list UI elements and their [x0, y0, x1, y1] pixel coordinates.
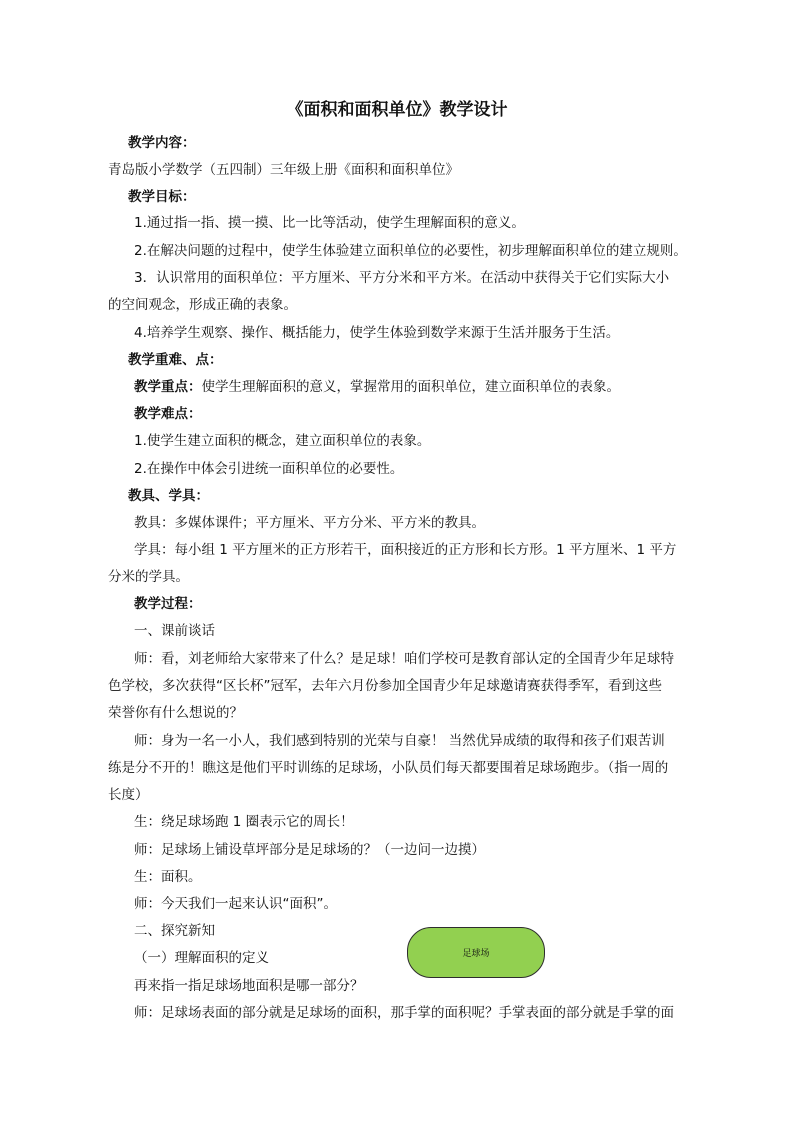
process-line: 荣誉你有什么想说的？	[108, 705, 243, 721]
process-line: 生：绕足球场跑 1 圈表示它的周长！	[134, 814, 354, 830]
process-line: 师：今天我们一起来认识“面积”。	[134, 896, 337, 912]
goal-item-continued: 的空间观念，形成正确的表象。	[108, 297, 297, 313]
goal-item: 2.在解决问题的过程中，使学生体验建立面积单位的必要性，初步理解面积单位的建立规则。	[134, 243, 687, 259]
goals-heading: 教学目标：	[128, 189, 196, 205]
process-line: 师：看，刘老师给大家带来了什么？是足球！咱们学校可是教育部认定的全国青少年足球特	[134, 651, 674, 667]
key-heading: 教学重难、点：	[128, 352, 223, 368]
process-line: 二、探究新知	[134, 923, 215, 939]
tools-item-continued: 分米的学具。	[108, 569, 189, 585]
content-text: 青岛版小学数学（五四制）三年级上册《面积和面积单位》	[108, 162, 459, 178]
tools-heading: 教具、学具：	[128, 488, 209, 504]
key-point-label: 教学重点：	[134, 379, 202, 395]
key-point-text: 使学生理解面积的意义，掌握常用的面积单位，建立面积单位的表象。	[201, 379, 620, 395]
football-field-label: 足球场	[462, 949, 490, 959]
process-heading: 教学过程：	[134, 596, 202, 612]
process-line: 生：面积。	[134, 869, 202, 885]
process-line: 师：足球场上铺设草坪部分是足球场的？（一边问一边摸）	[134, 842, 485, 858]
difficulty-item: 2.在操作中体会引进统一面积单位的必要性。	[134, 461, 404, 477]
process-line: 师：足球场表面的部分就是足球场的面积，那手掌的面积呢？手掌表面的部分就是手掌的面	[134, 1005, 674, 1021]
tools-item: 教具：多媒体课件；平方厘米、平方分米、平方米的教具。	[134, 515, 485, 531]
goal-item: 1.通过指一指、摸一摸、比一比等活动，使学生理解面积的意义。	[134, 215, 525, 231]
tools-item: 学具：每小组 1 平方厘米的正方形若干，面积接近的正方形和长方形。1 平方厘米、1 平方	[134, 542, 677, 558]
goal-item: 3．认识常用的面积单位：平方厘米、平方分米和平方米。在活动中获得关于它们实际大小	[134, 270, 670, 286]
page-title: 《面积和面积单位》教学设计	[286, 100, 508, 120]
difficulty-heading: 教学难点：	[134, 406, 202, 422]
process-line: （一）理解面积的定义	[134, 950, 269, 966]
key-point	[134, 377, 724, 397]
process-line: 一、课前谈话	[134, 623, 215, 639]
content-heading: 教学内容：	[128, 135, 196, 151]
football-field-figure	[407, 927, 545, 978]
process-line: 长度）	[108, 787, 149, 803]
difficulty-item: 1.使学生建立面积的概念，建立面积单位的表象。	[134, 433, 431, 449]
process-line: 再来指一指足球场地面积是哪一部分？	[134, 978, 364, 994]
process-line: 练是分不开的！瞧这是他们平时训练的足球场，小队员们每天都要围着足球场跑步。（指一周的	[108, 760, 669, 776]
process-line: 师：身为一名一小人，我们感到特别的光荣与自豪！ 当然优异成绩的取得和孩子们艰苦训	[134, 733, 665, 749]
goal-item: 4.培养学生观察、操作、概括能力，使学生体验到数学来源于生活并服务于生活。	[134, 325, 620, 341]
process-line: 色学校，多次获得“区长杯”冠军，去年六月份参加全国青少年足球邀请赛获得季军，看到这些	[108, 678, 662, 694]
